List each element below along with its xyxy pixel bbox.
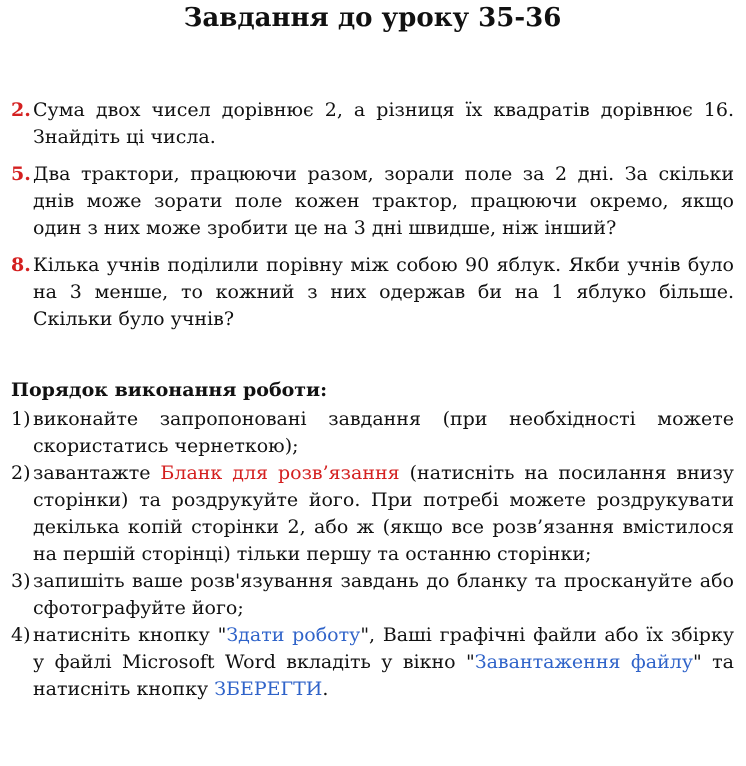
step-list [11, 406, 734, 703]
submit-work-link[interactable]: Здати роботу [226, 624, 361, 646]
task-item [11, 97, 734, 151]
step-text: виконайте запропоновані завдання (при необхідності можете скористатись чернеткою); [33, 408, 734, 457]
task-number: 2. [11, 99, 31, 121]
step-text-mid2: " та натисніть кнопку [33, 651, 734, 700]
order-title: Порядок виконання роботи: [11, 379, 328, 401]
step-item [11, 568, 734, 622]
step-text-pre: завантажте [33, 462, 161, 484]
step-text-post: . [322, 678, 329, 700]
step-text-post: (натисніть на посилання внизу сторінки) та роздрукуйте його. При потребі можете роздрукувати декілька копій сторінки 2, або ж (якщо все розв’язання вмістилося на першій сторінці) тільки першу та останню сторінки; [33, 462, 734, 565]
task-number: 5. [11, 163, 31, 185]
step-text: запишіть ваше розв'язування завдань до бланку та проскануйте або сфотографуйте його; [33, 570, 734, 619]
step-number: 4) [11, 624, 31, 646]
task-text: Сума двох чисел дорівнює 2, а різниця їх квадратів дорівнює 16. Знайдіть ці числа. [33, 99, 734, 148]
task-list [11, 97, 734, 333]
answer-form-link[interactable]: Бланк для розв’язання [160, 462, 400, 484]
step-number: 3) [11, 570, 31, 592]
step-number: 2) [11, 462, 31, 484]
task-item [11, 161, 734, 242]
step-text-pre: натисніть кнопку " [33, 624, 227, 646]
step-item [11, 460, 734, 568]
task-text: Два трактори, працюючи разом, зорали поле за 2 дні. За скільки днів може зорати поле кожен трактор, працюючи окремо, якщо один з них може зробити це на 3 дні швидше, ніж інший? [33, 163, 734, 239]
step-item [11, 406, 734, 460]
step-item [11, 622, 734, 703]
save-button-link[interactable]: ЗБЕРЕГТИ [214, 678, 323, 700]
step-number: 1) [11, 408, 31, 430]
task-number: 8. [11, 254, 31, 276]
step-text-mid: ", Ваші графічні файли або їх збірку у файлі Microsoft Word вкладіть у вікно " [33, 624, 735, 673]
page-title: Завдання до уроку 35-36 [183, 3, 562, 33]
file-upload-link[interactable]: Завантаження файлу [474, 651, 693, 673]
task-item [11, 252, 734, 333]
task-text: Кілька учнів поділили порівну між собою 90 яблук. Якби учнів було на 3 менше, то кожний з них одержав би на 1 яблуко більше. Скільки було учнів? [33, 254, 734, 330]
